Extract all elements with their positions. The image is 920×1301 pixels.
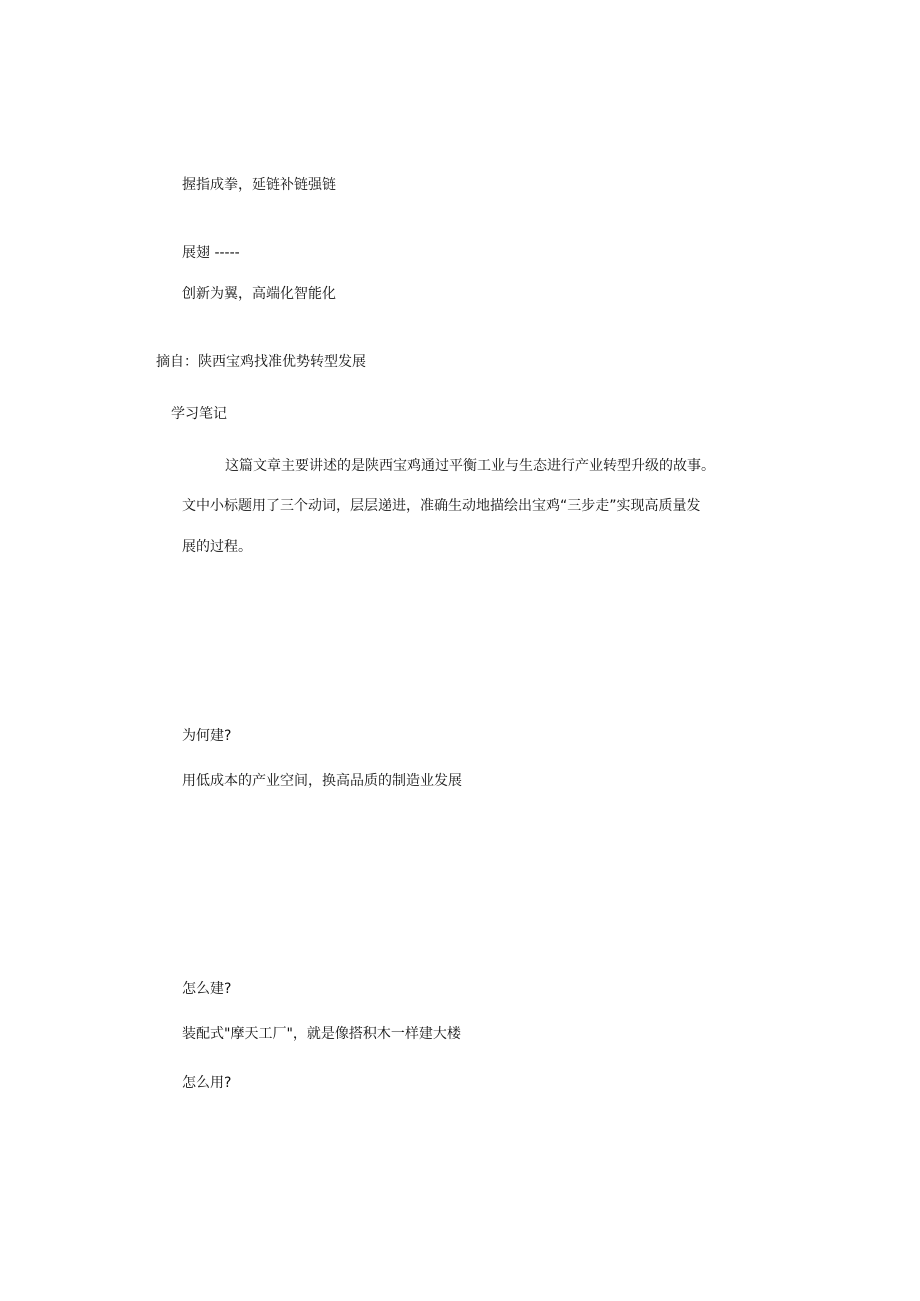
excerpt-source: 摘自：陕西宝鸡找准优势转型发展 [156, 354, 366, 370]
notes-paragraph-line: 这篇文章主要讲述的是陕西宝鸡通过平衡工业与生态进行产业转型升级的故事。 [225, 458, 715, 474]
question-why: 为何建? [182, 728, 232, 744]
notes-paragraph-line: 文中小标题用了三个动词，层层递进，准确生动地描绘出宝鸡“三步走”实现高质量发 [182, 498, 701, 514]
section-wings-text: 创新为翼，高端化智能化 [182, 286, 336, 302]
section-grasp-text: 握指成拳，延链补链强链 [182, 177, 336, 193]
notes-paragraph-line: 展的过程。 [182, 539, 252, 555]
notes-heading: 学习笔记 [171, 406, 227, 422]
answer-why: 用低成本的产业空间，换高品质的制造业发展 [182, 773, 462, 789]
question-how-build: 怎么建? [182, 981, 232, 997]
question-how-use: 怎么用? [182, 1075, 232, 1091]
section-wings-heading: 展翅 ----- [182, 245, 240, 261]
answer-how-build: 装配式"摩天工厂"，就是像搭积木一样建大楼 [182, 1026, 461, 1042]
